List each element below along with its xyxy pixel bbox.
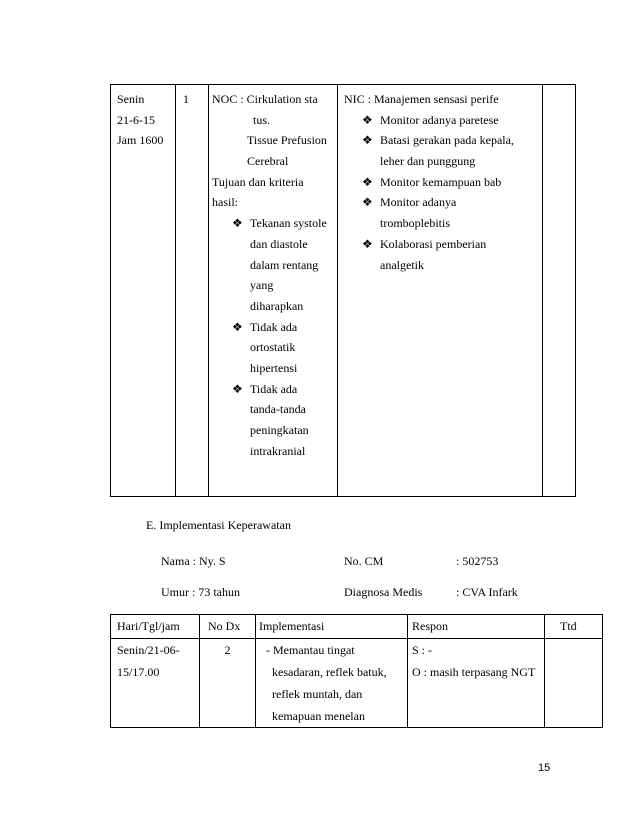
implementation-table xyxy=(110,614,603,728)
list-item-line xyxy=(344,130,542,151)
section-heading: E. Implementasi Keperawatan xyxy=(146,518,291,532)
list-item-line: hipertensi xyxy=(250,360,298,375)
list-item-text: Monitor kemampuan bab xyxy=(380,174,502,189)
list-item-line: dalam rentang xyxy=(250,257,319,272)
tujuan-text: Tujuan dan kriteria xyxy=(212,174,304,189)
list-item-line: ortostatik xyxy=(250,340,296,355)
noc-cell xyxy=(209,85,338,497)
dx-number-cell xyxy=(176,85,209,497)
bullet-icon: ❖ xyxy=(232,216,243,231)
list-item-text: Tekanan systole xyxy=(250,216,327,231)
bullet-icon: ❖ xyxy=(362,236,373,251)
impl-action: kesadaran, reflek batuk, xyxy=(272,665,387,679)
header-signature: Ttd xyxy=(545,615,603,639)
nic-title: NIC : Manajemen sensasi perife xyxy=(344,92,499,106)
bullet-icon: ❖ xyxy=(232,319,243,334)
list-item-text: Batasi gerakan pada kepala, xyxy=(380,133,514,148)
day-text: Senin xyxy=(117,92,145,106)
page-number: 15 xyxy=(538,762,551,774)
noc-criteria-list xyxy=(212,213,337,461)
impl-signature xyxy=(545,639,603,728)
empty-cell xyxy=(543,85,576,497)
impl-response-cell xyxy=(408,639,545,728)
impl-date: Senin/21-06- xyxy=(117,643,180,657)
patient-name: Nama : Ny. S xyxy=(161,554,226,568)
impl-actions-cell xyxy=(256,639,408,728)
list-item-line xyxy=(344,110,542,131)
noc-text: Tissue Prefusion xyxy=(247,133,327,148)
bullet-icon: ❖ xyxy=(362,133,373,148)
list-item-text: Monitor adanya xyxy=(380,195,457,210)
impl-date-cell xyxy=(111,639,200,728)
noc-text: tus. xyxy=(253,112,271,127)
list-item-text: Tidak ada xyxy=(250,319,298,334)
response-o: O : masih terpasang NGT xyxy=(412,665,536,679)
list-item-line: intrakranial xyxy=(250,443,306,458)
list-item-line: leher dan punggung xyxy=(380,154,476,169)
nic-intervention-list xyxy=(344,110,542,276)
header-response: Respon xyxy=(408,615,545,639)
no-cm-value: : 502753 xyxy=(456,554,499,568)
list-item-text: Tidak ada xyxy=(250,381,298,396)
bullet-icon: ❖ xyxy=(232,381,243,396)
dx-number: 1 xyxy=(183,92,189,106)
nic-cell xyxy=(338,85,543,497)
list-item-line: dan diastole xyxy=(250,236,308,251)
patient-age: Umur : 73 tahun xyxy=(161,585,240,599)
list-item-line: yang xyxy=(250,278,274,293)
header-implementation: Implementasi xyxy=(256,615,408,639)
impl-time: 15/17.00 xyxy=(117,665,160,679)
list-item-line: analgetik xyxy=(380,257,424,272)
list-item-line xyxy=(344,172,542,193)
list-item-line: tanda-tanda xyxy=(250,402,306,417)
impl-nodx: 2 xyxy=(200,639,256,728)
list-item-line xyxy=(212,379,337,400)
header-nodx: No Dx xyxy=(200,615,256,639)
list-item-line: peningkatan xyxy=(250,423,309,437)
list-item-text: Kolaborasi pemberian xyxy=(380,236,487,251)
day-cell xyxy=(111,85,176,497)
response-s: S : - xyxy=(412,643,433,657)
list-item-line xyxy=(344,192,542,213)
list-item-text: Monitor adanya paretese xyxy=(380,112,499,127)
noc-title: NOC : Cirkulation sta xyxy=(212,92,318,106)
impl-action: reflek muntah, dan xyxy=(272,687,363,701)
bullet-icon: ❖ xyxy=(362,112,373,127)
list-item-line xyxy=(212,317,337,338)
bullet-icon: ❖ xyxy=(362,195,373,210)
list-item-line: diharapkan xyxy=(250,298,304,313)
nursing-plan-table xyxy=(110,84,576,497)
date-text: 21-6-15 xyxy=(117,112,155,127)
bullet-icon: ❖ xyxy=(362,174,373,189)
list-item-line xyxy=(212,213,337,234)
no-cm-label: No. CM xyxy=(344,554,384,568)
impl-action: - Memantau tingat xyxy=(266,643,355,657)
impl-action: kemapuan menelan xyxy=(272,709,365,723)
diagnosis-value: : CVA Infark xyxy=(456,585,518,599)
diagnosis-label: Diagnosa Medis xyxy=(344,585,423,599)
header-date: Hari/Tgl/jam xyxy=(111,615,200,639)
list-item-line xyxy=(344,234,542,255)
noc-text: Cerebral xyxy=(247,154,289,169)
tujuan-text: hasil: xyxy=(212,195,238,210)
list-item-line: tromboplebitis xyxy=(380,216,450,231)
time-text: Jam 1600 xyxy=(117,133,164,148)
